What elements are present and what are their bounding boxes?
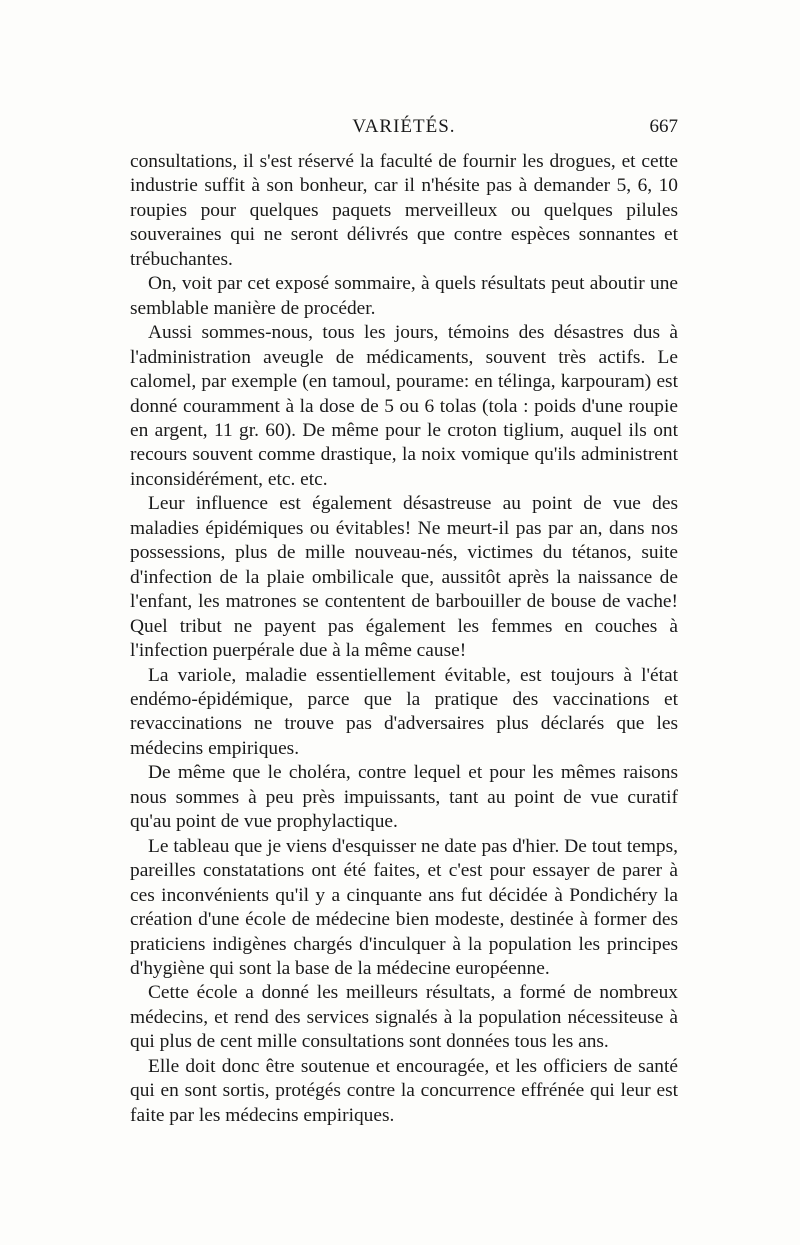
paragraph: De même que le choléra, contre lequel et pour les mêmes raisons nous sommes à peu près impuissants, tant au point de vue curatif qu'au point de vue prophylactique. (130, 762, 678, 833)
paragraph: Le tableau que je viens d'esquisser ne date pas d'hier. De tout temps, pareilles constatations ont été faites, et c'est pour essayer de parer à ces inconvénients qu'il y a cinquante ans fut décidée à Pondichéry la création d'une école de médecine bien modeste, destinée à former des praticiens indigènes chargés d'inculquer à la population les principes d'hygiène qui sont la base de la médecine européenne. (130, 835, 678, 979)
body-text (130, 150, 678, 1128)
paragraph: La variole, maladie essentiellement évitable, est toujours à l'état endémo-épidémique, parce que la pratique des vaccinations et revaccinations ne trouve pas d'adversaires plus déclarés que les médecins empiriques. (130, 664, 678, 759)
paragraph-continuation: consultations, il s'est réservé la faculté de fournir les drogues, et cette industrie suffit à son bonheur, car il n'hésite pas à demander 5, 6, 10 roupies pour quelques paquets merveilleux ou quelques pilules souveraines qui ne seront délivrés que contre espèces sonnantes et trébuchantes. (130, 151, 678, 270)
running-head (130, 114, 678, 144)
paragraph: On, voit par cet exposé sommaire, à quels résultats peut aboutir une semblable manière de procéder. (130, 273, 678, 319)
paragraph: Leur influence est également désastreuse au point de vue des maladies épidémiques ou évitables! Ne meurt-il pas par an, dans nos possessions, plus de mille nouveau-nés, victimes du tétanos, suite d'infection de la plaie ombilicale que, aussitôt après la naissance de l'enfant, les matrones se contentent de barbouiller de bouse de vache! Quel tribut ne payent pas également les femmes en couches à l'infection puerpérale due à la même cause! (130, 493, 678, 662)
paragraph: Elle doit donc être soutenue et encouragée, et les officiers de santé qui en sont sortis, protégés contre la concurrence effrénée qui leur est faite par les médecins empiriques. (130, 1055, 678, 1126)
paragraph: Aussi sommes-nous, tous les jours, témoins des désastres dus à l'administration aveugle de médicaments, souvent très actifs. Le calomel, par exemple (en tamoul, pourame: en télinga, karpouram) est donné couramment à la dose de 5 ou 6 tolas (tola : poids d'une roupie en argent, 11 gr. 60). De même pour le croton tiglium, auquel ils ont recours souvent comme drastique, la noix vomique qu'ils administrent inconsidérément, etc. etc. (130, 322, 678, 490)
paragraph: Cette école a donné les meilleurs résultats, a formé de nombreux médecins, et rend des services signalés à la population nécessiteuse à qui plus de cent mille consultations sont données tous les ans. (130, 982, 678, 1053)
page-number: 667 (649, 116, 678, 137)
running-title: VARIÉTÉS. (352, 116, 456, 137)
